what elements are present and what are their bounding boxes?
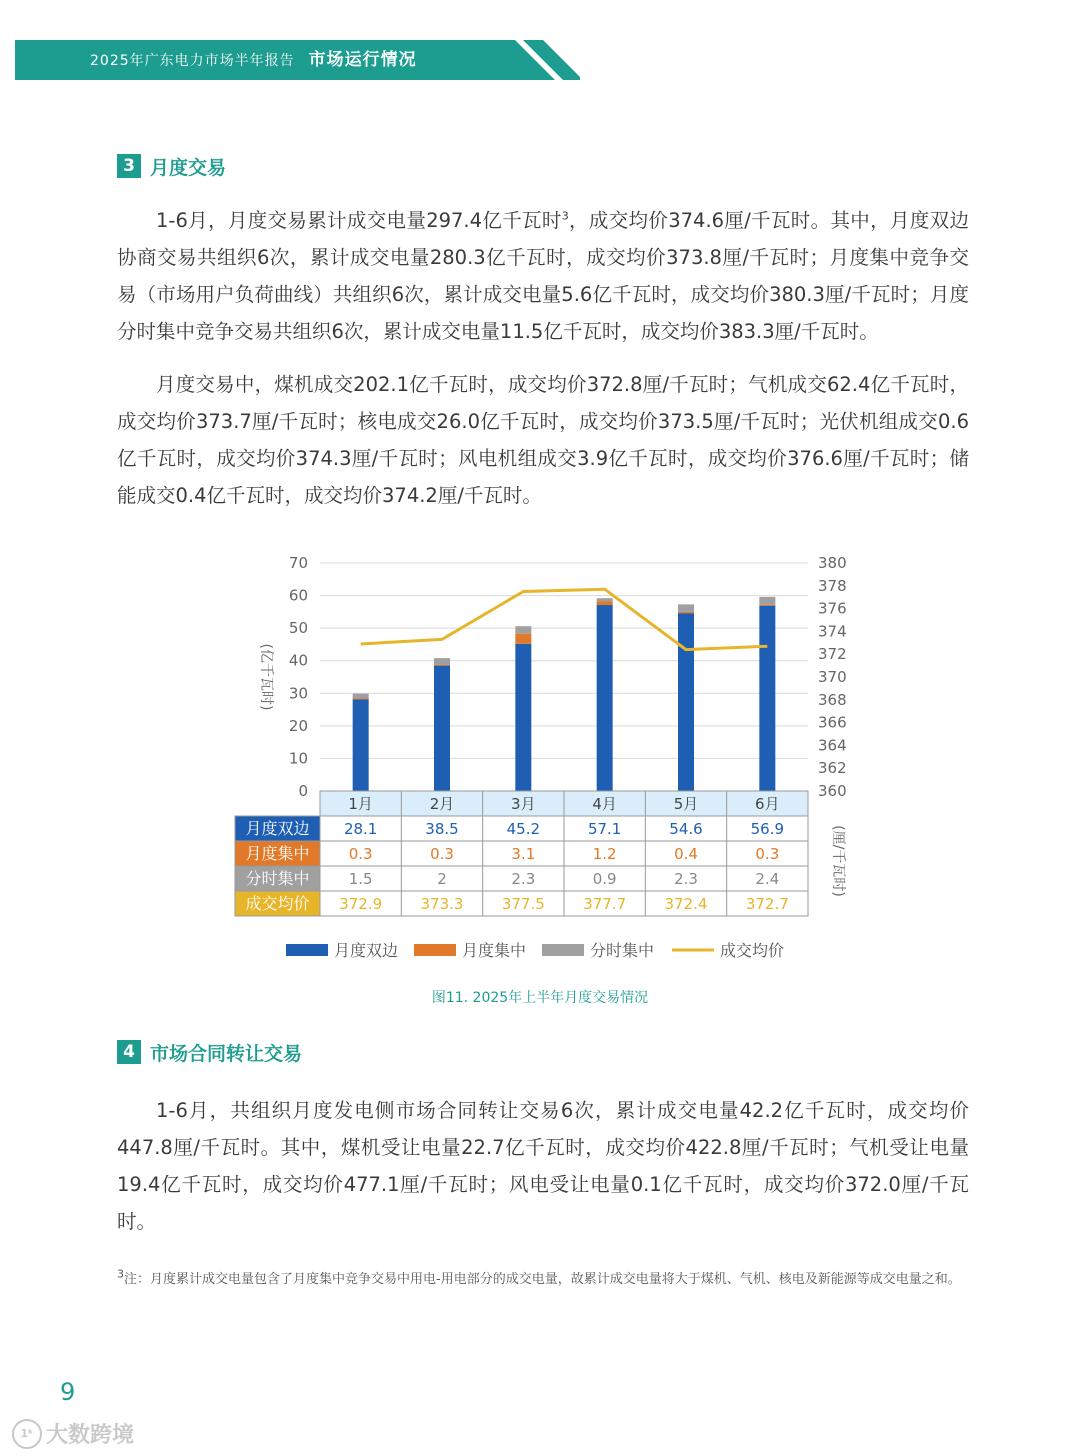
table-cell-value: 0.3 [348,845,373,863]
left-axis-tick-label: 50 [288,619,308,638]
table-cell-value: 0.3 [430,845,454,863]
bar-月度集中 [678,612,694,613]
footnote [117,1266,973,1294]
table-cell-value: 45.2 [506,820,541,838]
table-cell-value: 2 [437,870,447,888]
bar-月度集中 [434,665,450,666]
table-series-label: 成交均价 [245,894,310,913]
legend-label: 月度双边 [334,941,399,960]
bar-月度集中 [759,605,775,606]
right-axis-label: (厘/千瓦时) [830,825,846,897]
left-axis-tick-label: 40 [288,651,308,670]
section-3-number: 3 [117,154,141,178]
chart-caption: 图11. 2025年上半年月度交易情况 [431,990,649,1006]
right-axis-tick-label: 360 [818,782,847,800]
legend-label: 成交均价 [720,941,785,960]
table-month-label: 1月 [348,795,373,813]
watermark-text: 大数跨境 [46,1423,135,1448]
table-cell-value: 28.1 [343,820,378,838]
banner-text [90,40,417,80]
table-cell-value: 2.4 [755,870,780,888]
bar-分时集中 [597,598,613,601]
left-axis-tick-label: 10 [288,749,308,768]
section-4-paragraph: 1-6月，共组织月度发电侧市场合同转让交易6次，累计成交电量42.2亿千瓦时，成交均价447.8厘/千瓦时。其中，煤机受让电量22.7亿千瓦时，成交均价422.8厘/千瓦时；气机受让电量19.4亿千瓦时，成交均价477.1厘/千瓦时；风电受让电量0.1亿千瓦时，成交均价372.0厘/千瓦时。 [117,1099,969,1233]
left-axis-tick-label: 0 [298,782,308,800]
table-series-label: 月度集中 [245,844,310,863]
bar-分时集中 [759,597,775,605]
table-cell-value: 3.1 [511,845,536,863]
page-number: 9 [60,1378,76,1406]
section-title: 市场运行情况 [308,50,417,70]
table-cell-value: 2.3 [674,870,698,888]
report-title: 2025年广东电力市场半年报告 [90,53,295,69]
right-axis-tick-label: 370 [818,668,847,686]
table-month-label: 3月 [511,795,536,813]
header-banner [15,40,580,80]
bar-月度双边 [434,666,450,791]
bar-月度集中 [515,634,531,644]
bar-月度集中 [353,698,369,699]
price-line [361,589,768,649]
bar-分时集中 [353,694,369,699]
table-cell-value: 372.9 [339,895,383,913]
bar-分时集中 [678,604,694,611]
para1-part-a: 1-6月，月度交易累计成交电量297.4亿千瓦时 [156,209,562,232]
table-month-label: 4月 [592,795,617,813]
right-axis-tick-label: 368 [818,690,847,709]
section-3-paragraph-1 [117,202,969,350]
section-4-heading [117,1039,302,1065]
section-3-title: 月度交易 [150,156,227,179]
table-cell-value: 0.4 [674,845,698,863]
bar-月度集中 [597,601,613,605]
section-4-number: 4 [117,1040,141,1064]
right-axis-tick-label: 364 [818,736,847,755]
table-series-label: 分时集中 [245,869,310,888]
bar-月度双边 [678,613,694,791]
right-axis-tick-label: 376 [818,599,847,618]
section-3-heading [117,153,226,179]
right-axis-tick-label: 374 [818,622,847,641]
table-cell-value: 377.5 [501,895,545,913]
table-cell-value: 1.5 [348,870,373,888]
right-axis-tick-label: 372 [818,645,847,664]
left-axis-label: (亿千瓦时) [258,643,274,711]
table-cell-value: 0.9 [592,870,617,888]
table-cell-value: 377.7 [583,895,627,913]
bar-分时集中 [434,658,450,665]
table-cell-value: 38.5 [425,820,459,838]
table-cell-value: 57.1 [587,820,622,838]
table-cell-value: 373.3 [420,895,464,913]
table-month-label: 2月 [429,795,455,813]
right-axis-tick-label: 362 [818,759,847,778]
left-axis-tick-label: 30 [288,684,308,703]
left-axis-tick-label: 20 [288,716,308,735]
table-month-label: 6月 [755,795,780,813]
table-cell-value: 56.9 [750,820,785,838]
bar-月度双边 [759,606,775,791]
table-month-label: 5月 [673,795,699,813]
right-axis-tick-label: 366 [818,713,847,732]
monthly-trade-chart [230,548,850,978]
bar-月度双边 [515,644,531,791]
table-series-label: 月度双边 [245,819,310,838]
watermark-logo-icon: 1ᵏ [12,1419,42,1449]
right-axis-tick-label: 380 [818,554,847,572]
legend-label: 月度集中 [462,941,527,960]
right-axis-tick-label: 378 [818,576,847,595]
section-4-title: 市场合同转让交易 [150,1042,303,1065]
footnote-mark: 3 [117,1267,124,1281]
para1-part-b: ，成交均价374.6厘/千瓦时。其中，月度双边协商交易共组织6次，累计成交电量280.3亿千瓦时，成交均价373.8厘/千瓦时；月度集中竞争交易（市场用户负荷曲线）共组织6次，累计成交电量5.6亿千瓦时，成交均价380.3厘/千瓦时；月度分时集中竞争交易共组织6次，累计成交电量11.5亿千瓦时，成交均价383.3厘/千瓦时。 [117,209,969,343]
watermark [12,1418,134,1449]
legend-swatch-月度双边 [286,944,328,956]
footnote-ref[interactable]: 3 [561,209,569,223]
table-cell-value: 0.3 [755,845,780,863]
bar-分时集中 [515,626,531,633]
table-cell-value: 54.6 [669,820,703,838]
legend-swatch-月度集中 [414,944,456,956]
table-cell-value: 2.3 [511,870,536,888]
legend-swatch-分时集中 [542,944,584,956]
footnote-text: 注：月度累计成交电量包含了月度集中竞争交易中用电-用电部分的成交电量，故累计成交电量将大于煤机、气机、核电及新能源等成交电量之和。 [124,1272,961,1287]
bar-月度双边 [597,605,613,791]
legend-label: 分时集中 [590,941,655,960]
table-cell-value: 1.2 [592,845,617,863]
left-axis-tick-label: 70 [288,554,308,572]
table-cell-value: 372.4 [664,895,708,913]
section-3-paragraph-2: 月度交易中，煤机成交202.1亿千瓦时，成交均价372.8厘/千瓦时；气机成交62.4亿千瓦时，成交均价373.7厘/千瓦时；核电成交26.0亿千瓦时，成交均价373.5厘/千瓦时；光伏机组成交0.6亿千瓦时，成交均价374.3厘/千瓦时；风电机组成交3.9亿千瓦时，成交均价376.6厘/千瓦时；储能成交0.4亿千瓦时，成交均价374.2厘/千瓦时。 [117,373,969,507]
bar-月度双边 [353,699,369,791]
left-axis-tick-label: 60 [288,586,308,605]
table-cell-value: 372.7 [745,895,789,913]
